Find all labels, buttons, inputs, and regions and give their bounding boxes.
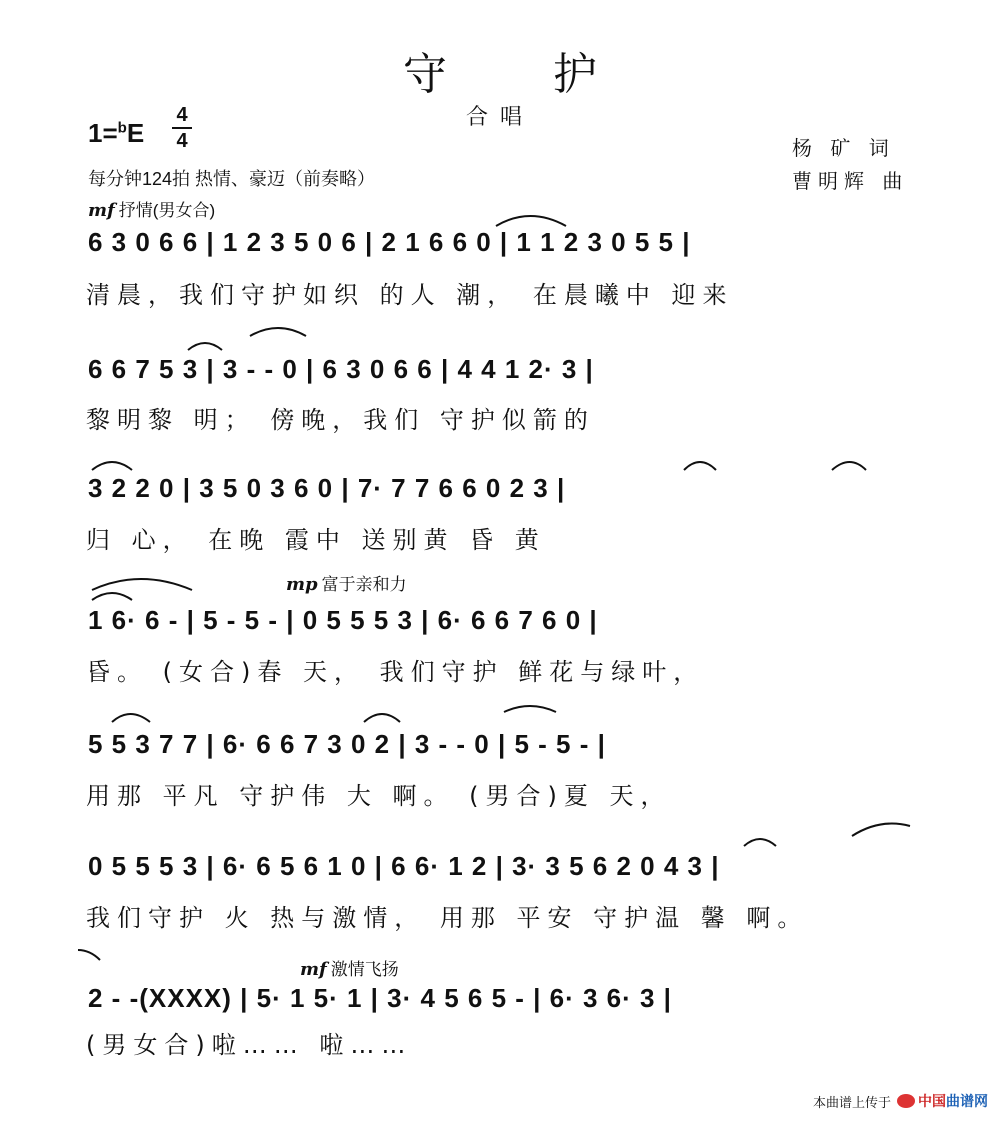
dynamic-mark: mp — [286, 574, 318, 595]
slur — [496, 216, 566, 226]
notation-line: 6 3 0 6 6 | 1 2 3 5 0 6 | 2 1 6 6 0 | 1 1 2 3 0 5 5 | — [88, 227, 691, 257]
slur — [832, 462, 866, 470]
slur — [364, 714, 400, 722]
expression-text: 激情飞扬 — [330, 960, 399, 979]
notation-line: 5 5 3 7 7 | 6· 6 6 7 3 0 2 | 3 - - 0 | 5 - 5 - | — [88, 729, 606, 759]
lyric-line: 用那 平凡 守护伟 大 啊。 (男合)夏 天， — [86, 782, 672, 810]
site-name-a: 中国 — [918, 1093, 946, 1109]
slur — [112, 714, 150, 722]
slur — [92, 593, 132, 600]
notation-line: 6 6 7 5 3 | 3 - - 0 | 6 3 0 6 6 | 4 4 1 2· 3 | — [88, 354, 594, 384]
time-top: 4 — [176, 104, 188, 126]
slur — [188, 343, 222, 350]
lyric-line: 归 心， 在晚 霞中 送别黄 昏 黄 — [86, 526, 546, 554]
expression-text: 富于亲和力 — [321, 575, 407, 594]
dynamic-mark: mf — [88, 200, 115, 221]
slur — [744, 839, 776, 846]
page-title: 守 护 — [403, 49, 643, 100]
slur — [78, 950, 100, 960]
time-bottom: 4 — [176, 130, 188, 152]
flat-sign: b — [117, 119, 127, 137]
footer — [813, 1091, 988, 1111]
slur — [504, 706, 556, 712]
lyric-line: 昏。 (女合)春 天， 我们守护 鲜花与绿叶， — [86, 658, 705, 686]
lyricist-credit: 杨 矿 词 — [792, 136, 895, 160]
lyric-line: 黎明黎 明； 傍晚，我们 守护似箭的 — [86, 406, 595, 434]
slur — [852, 824, 910, 836]
composer-credit: 曹明辉 曲 — [792, 169, 909, 193]
key-note: E — [126, 118, 145, 148]
slur — [92, 462, 132, 470]
key-prefix: 1= — [88, 118, 118, 148]
tempo-marking: 每分钟124拍 热情、豪迈（前奏略） — [88, 169, 376, 189]
slur — [92, 579, 192, 590]
slur — [684, 462, 716, 470]
expression-text: 抒情(男女合) — [118, 201, 216, 220]
notation-line: 0 5 5 5 3 | 6· 6 5 6 1 0 | 6 6· 1 2 | 3· 3 5 6 2 0 4 3 | — [88, 851, 720, 881]
notation-line: 3 2 2 0 | 3 5 0 3 6 0 | 7· 7 7 6 6 0 2 3 | — [88, 473, 566, 503]
upload-text: 本曲谱上传于 — [812, 1094, 891, 1110]
notation-line: 2 - -(XXXX) | 5· 1 5· 1 | 3· 4 5 6 5 - | 6· 3 6· 3 | — [88, 983, 672, 1013]
site-name-b: 曲谱网 — [946, 1093, 988, 1109]
notation-line: 1 6· 6 - | 5 - 5 - | 0 5 5 5 3 | 6· 6 6 7 6 0 | — [88, 605, 598, 635]
lyric-line: 清晨，我们守护如织 的人 潮， 在晨曦中 迎来 — [86, 281, 734, 309]
logo-icon — [897, 1094, 915, 1108]
site-logo — [897, 1091, 988, 1111]
dynamic-mark: mf — [300, 959, 327, 980]
lyric-line: (男女合)啦…… 啦…… — [86, 1031, 413, 1059]
lyric-line: 我们守护 火 热与激情， 用那 平安 守护温 馨 啊。 — [86, 904, 809, 932]
slur — [250, 328, 306, 336]
subtitle: 合唱 — [465, 105, 534, 130]
